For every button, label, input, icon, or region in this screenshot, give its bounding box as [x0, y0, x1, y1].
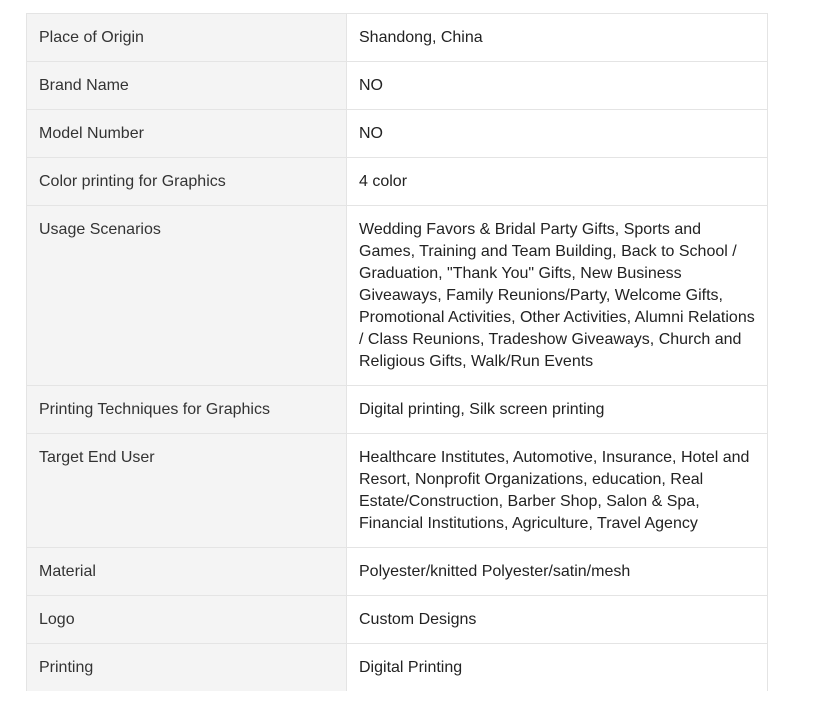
spec-key: Brand Name [27, 62, 347, 110]
spec-row-color-printing [27, 158, 768, 206]
spec-key: Place of Origin [27, 14, 347, 62]
spec-key: Printing Techniques for Graphics [27, 386, 347, 434]
spec-value: Polyester/knitted Polyester/satin/mesh [347, 548, 768, 596]
product-specs-table [26, 13, 768, 691]
spec-row-target-end-user [27, 434, 768, 548]
spec-value: Wedding Favors & Bridal Party Gifts, Sports and Games, Training and Team Building, Back to School / Graduation, "Thank You" Gifts, New Business Giveaways, Family Reunions/Party, Welcome Gifts, Promotional Activities, Other Activities, Alumni Relations / Class Reunions, Tradeshow Giveaways, Church and Religious Gifts, Walk/Run Events [347, 206, 768, 386]
spec-row-material [27, 548, 768, 596]
spec-value: Digital printing, Silk screen printing [347, 386, 768, 434]
spec-row-model-number [27, 110, 768, 158]
spec-value: 4 color [347, 158, 768, 206]
spec-key: Logo [27, 596, 347, 644]
spec-value: Custom Designs [347, 596, 768, 644]
spec-key: Material [27, 548, 347, 596]
spec-row-place-of-origin [27, 14, 768, 62]
spec-row-printing [27, 644, 768, 692]
spec-key: Printing [27, 644, 347, 692]
spec-row-brand-name [27, 62, 768, 110]
spec-row-usage-scenarios [27, 206, 768, 386]
spec-key: Color printing for Graphics [27, 158, 347, 206]
spec-row-logo [27, 596, 768, 644]
spec-value: Shandong, China [347, 14, 768, 62]
spec-value: Digital Printing [347, 644, 768, 692]
spec-value: Healthcare Institutes, Automotive, Insurance, Hotel and Resort, Nonprofit Organizations, education, Real Estate/Construction, Barber Shop, Salon & Spa, Financial Institutions, Agriculture, Travel Agency [347, 434, 768, 548]
spec-key: Target End User [27, 434, 347, 548]
spec-key: Usage Scenarios [27, 206, 347, 386]
spec-value: NO [347, 62, 768, 110]
spec-key: Model Number [27, 110, 347, 158]
spec-value: NO [347, 110, 768, 158]
spec-row-printing-techniques [27, 386, 768, 434]
